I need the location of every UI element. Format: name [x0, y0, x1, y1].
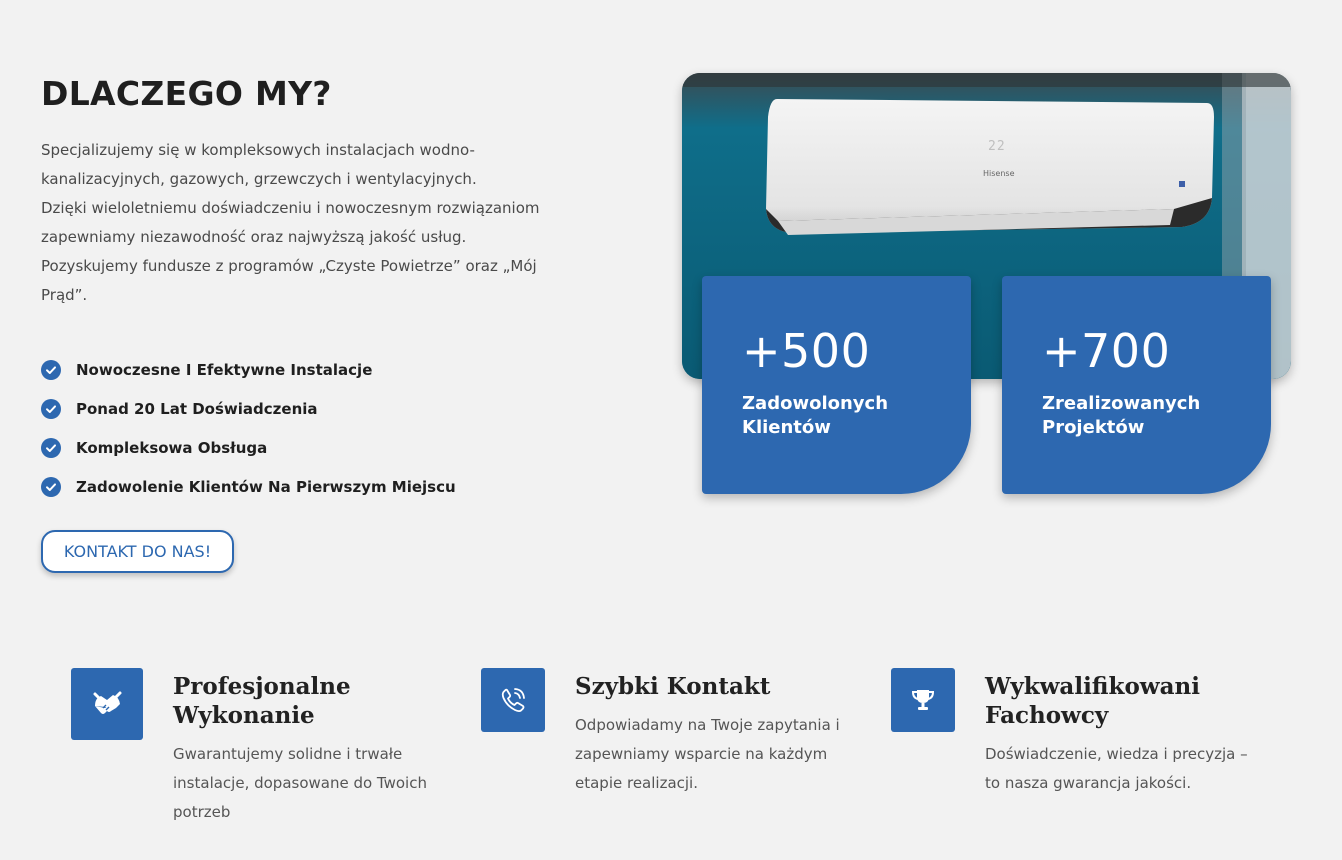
check-circle-icon: [41, 477, 61, 497]
feature-item: [41, 428, 456, 467]
feature-item: [41, 389, 456, 428]
intro-text: Specjalizujemy się w kompleksowych instalacjach wodno- kanalizacyjnych, gazowych, grzewczych i wentylacyjnych. Dzięki wieloletniemu doświadczeniu i nowoczesnym rozwiązaniom zapewniamy niezawodność oraz najwyższą jakość usług. Pozyskujemy fundusze z programów „Czyste Powietrze” oraz „Mój Prąd”.: [41, 141, 540, 304]
ac-brand-logo: Hisense: [983, 169, 1015, 178]
service-title: Wykwalifikowani Fachowcy: [985, 673, 1200, 729]
section-heading: DLACZEGO MY?: [41, 74, 332, 113]
trophy-icon: [891, 668, 955, 732]
feature-label: Zadowolenie Klientów Na Pierwszym Miejscu: [76, 477, 456, 496]
stat-card-clients: [702, 276, 971, 494]
check-circle-icon: [41, 438, 61, 458]
feature-label: Nowoczesne I Efektywne Instalacje: [76, 360, 373, 379]
feature-item: [41, 350, 456, 389]
check-circle-icon: [41, 399, 61, 419]
stat-value: +500: [742, 324, 871, 378]
service-description: Doświadczenie, wiedza i precyzja – to nasza gwarancja jakości.: [985, 745, 1248, 792]
feature-item: [41, 467, 456, 506]
stat-card-projects: [1002, 276, 1271, 494]
service-description: Odpowiadamy na Twoje zapytania i zapewniamy wsparcie na każdym etapie realizacji.: [575, 716, 840, 792]
contact-button[interactable]: KONTAKT DO NAS!: [41, 530, 234, 573]
feature-label: Ponad 20 Lat Doświadczenia: [76, 399, 318, 418]
check-circle-icon: [41, 360, 61, 380]
service-title: Szybki Kontakt: [575, 673, 771, 700]
handshake-icon: [71, 668, 143, 740]
feature-label: Kompleksowa Obsługa: [76, 438, 268, 457]
stat-value: +700: [1042, 324, 1171, 378]
service-title: Profesjonalne Wykonanie: [173, 673, 351, 729]
stat-label: Zadowolonych Klientów: [742, 393, 889, 438]
feature-list: [41, 350, 456, 506]
service-description: Gwarantujemy solidne i trwałe instalacje, dopasowane do Twoich potrzeb: [173, 745, 427, 821]
ac-display: 22: [988, 139, 1006, 154]
stat-label: Zrealizowanych Projektów: [1042, 393, 1201, 438]
phone-call-icon: [481, 668, 545, 732]
